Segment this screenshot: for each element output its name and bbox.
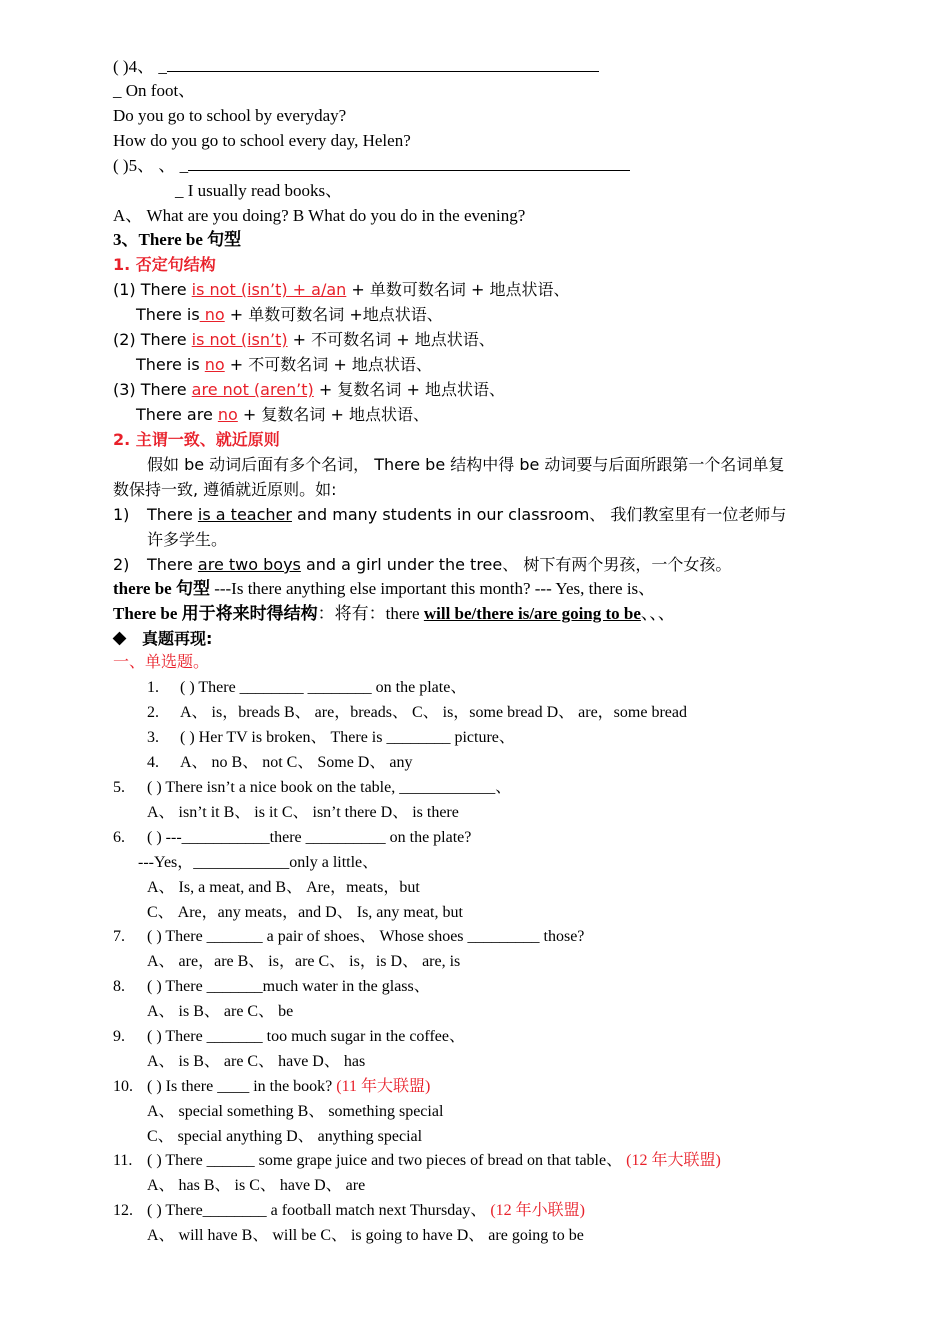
rule-text: There is bbox=[136, 355, 205, 374]
question-line bbox=[147, 776, 511, 800]
example-underlined: are two boys bbox=[197, 555, 301, 574]
question-text: A、 will have B、 will be C、 is going to have D、 are going to be bbox=[147, 1227, 584, 1244]
example-number: 2) bbox=[113, 555, 130, 574]
review-heading bbox=[113, 627, 212, 651]
question-text: ( ) There _______ a pair of shoes、 Whose shoes _________ those? bbox=[147, 928, 585, 945]
question-4-line bbox=[113, 55, 599, 79]
question-line bbox=[147, 1100, 443, 1124]
question-4-prefix: ( )4、 _ bbox=[113, 57, 167, 76]
question-line bbox=[147, 925, 584, 949]
question-number: 12. bbox=[113, 1202, 133, 1219]
question-line bbox=[147, 1125, 422, 1149]
question-line bbox=[147, 826, 471, 850]
pattern-text: ---Is there anything else important this month? --- Yes, there is、 bbox=[209, 579, 656, 598]
rule-text: (3) There bbox=[113, 380, 192, 399]
future-pattern-line bbox=[113, 602, 675, 626]
rule-text: + 复数名词 + 地点状语、 bbox=[313, 380, 505, 399]
question-number: 3. bbox=[147, 729, 159, 746]
question-text: A、 Is, a meat, and B、 Are，meats，but bbox=[147, 879, 420, 896]
paragraph-line: 假如 be 动词后面有多个名词， There be 结构中得 be 动词要与后面所跟第一个名词单复 bbox=[147, 455, 785, 474]
pattern-text: 、、、 bbox=[640, 604, 675, 623]
example-text: and many students in our classroom、 我们教室里有一位老师与 bbox=[291, 505, 787, 524]
question-number: 6. bbox=[113, 829, 125, 846]
question-5-line bbox=[113, 154, 630, 178]
question-5-prefix: ( )5、 、 _ bbox=[113, 156, 189, 175]
rule-text: There are bbox=[136, 405, 218, 424]
question-text: A、 has B、 is C、 have D、 are bbox=[147, 1177, 366, 1194]
question-text: ( ) There ______ some grape juice and two pieces of bread on that table、 bbox=[147, 1152, 627, 1169]
question-number: 4. bbox=[147, 754, 159, 771]
question-5-options: A、 What are you doing? B What do you do in the evening? bbox=[113, 206, 526, 225]
question-line bbox=[147, 1149, 721, 1173]
rule-highlight: are not (aren’t) bbox=[191, 380, 314, 399]
question-number: 11. bbox=[113, 1152, 133, 1169]
pattern-text: ：将有：there bbox=[317, 604, 424, 623]
answer-blank bbox=[167, 57, 599, 72]
rule-text: (1) There bbox=[113, 280, 192, 299]
example-line: 许多学生。 bbox=[147, 530, 228, 549]
question-line bbox=[180, 726, 515, 750]
question-4-option-b: How do you go to school every day, Helen? bbox=[113, 131, 411, 150]
rule-line bbox=[136, 403, 429, 427]
rule-line bbox=[136, 353, 432, 377]
example-line bbox=[113, 503, 786, 527]
question-number: 5. bbox=[113, 779, 125, 796]
rule-text: + 单数可数名词 +地点状语、 bbox=[224, 305, 443, 324]
question-line bbox=[147, 1174, 365, 1198]
question-line bbox=[147, 975, 430, 999]
rule-highlight: is not (isn’t) + a/an bbox=[191, 280, 347, 299]
question-text: ( ) There _______much water in the glass、 bbox=[147, 978, 430, 995]
question-text: A、 is B、 are C、 have D、 has bbox=[147, 1053, 366, 1070]
question-line bbox=[138, 851, 378, 875]
pattern-label: there be 句型 bbox=[113, 579, 210, 598]
rule-highlight: no bbox=[199, 305, 225, 324]
subsection-title: 2. 主谓一致、就近原则 bbox=[113, 430, 280, 449]
question-line bbox=[147, 876, 420, 900]
question-number: 10. bbox=[113, 1078, 133, 1095]
question-text: ( ) There _______ too much sugar in the coffee、 bbox=[147, 1028, 465, 1045]
rule-line bbox=[113, 278, 569, 302]
question-text: ( ) There isn’t a nice book on the table, ____________、 bbox=[147, 779, 512, 796]
rule-highlight: is not (isn’t) bbox=[191, 330, 288, 349]
rule-text: + 不可数名词 + 地点状语、 bbox=[287, 330, 495, 349]
example-text: There bbox=[147, 555, 198, 574]
question-number: 8. bbox=[113, 978, 125, 995]
source-tag: (11 年大联盟) bbox=[336, 1078, 431, 1095]
question-text: ---Yes，____________only a little、 bbox=[138, 854, 379, 871]
question-4-answer: _ On foot、 bbox=[113, 81, 196, 100]
question-4-option-a: Do you go to school by everyday? bbox=[113, 106, 347, 125]
question-line bbox=[147, 1050, 365, 1074]
source-tag: (12 年大联盟) bbox=[626, 1152, 721, 1169]
pattern-highlight: will be/there is/are going to be bbox=[423, 604, 641, 623]
question-text: A、 isn’t it B、 is it C、 isn’t there D、 is there bbox=[147, 804, 459, 821]
question-line bbox=[147, 1199, 585, 1223]
rule-line bbox=[136, 303, 443, 327]
rule-text: + 单数可数名词 + 地点状语、 bbox=[346, 280, 570, 299]
subsection-title: 1. 否定句结构 bbox=[113, 255, 216, 274]
rule-highlight: no bbox=[204, 355, 225, 374]
example-number: 1) bbox=[113, 505, 130, 524]
answer-blank bbox=[188, 156, 630, 171]
section-title: 3、There be 句型 bbox=[113, 230, 242, 249]
question-line bbox=[147, 1075, 430, 1099]
question-text: C、 special anything D、 anything special bbox=[147, 1128, 423, 1145]
rule-line bbox=[113, 378, 505, 402]
paragraph-line: 数保持一致, 遵循就近原则。如: bbox=[113, 480, 337, 499]
question-text: A、 no B、 not C、 Some D、 any bbox=[180, 754, 413, 771]
rule-text: (2) There bbox=[113, 330, 192, 349]
question-line bbox=[180, 701, 687, 725]
rule-text: There is bbox=[136, 305, 200, 324]
example-text: There bbox=[147, 505, 198, 524]
example-text: and a girl under the tree、 树下有两个男孩，一个女孩。 bbox=[300, 555, 732, 574]
example-line bbox=[113, 553, 731, 577]
rule-highlight: no bbox=[217, 405, 238, 424]
question-number: 2. bbox=[147, 704, 159, 721]
question-5-answer: _ I usually read books、 bbox=[175, 181, 343, 200]
question-text: A、 special something B、 something special bbox=[147, 1103, 444, 1120]
review-title: 真题再现: bbox=[142, 629, 213, 648]
question-line bbox=[147, 901, 463, 925]
question-number: 7. bbox=[113, 928, 125, 945]
question-text: A、 is B、 are C、 be bbox=[147, 1003, 294, 1020]
question-text: ( ) Her TV is broken、 There is ________ picture、 bbox=[180, 729, 515, 746]
question-text: C、 Are，any meats，and D、 Is, any meat, but bbox=[147, 904, 463, 921]
question-line bbox=[147, 950, 460, 974]
question-number: 1. bbox=[147, 679, 159, 696]
question-line bbox=[147, 1224, 584, 1248]
diamond-bullet-icon bbox=[113, 632, 127, 646]
question-number: 9. bbox=[113, 1028, 125, 1045]
source-tag: (12 年小联盟) bbox=[490, 1202, 585, 1219]
question-line bbox=[147, 1000, 293, 1024]
question-text: ( ) There________ a football match next Thursday、 bbox=[147, 1202, 491, 1219]
question-text: ( ) There ________ ________ on the plate、 bbox=[180, 679, 467, 696]
question-text: ( ) Is there ____ in the book? bbox=[147, 1078, 337, 1095]
question-text: A、 is，breads B、 are，breads、 C、 is，some bread D、 are，some bread bbox=[180, 704, 687, 721]
question-pattern-line bbox=[113, 577, 655, 601]
question-line bbox=[147, 801, 459, 825]
part-title: 一、单选题。 bbox=[113, 654, 210, 671]
question-text: A、 are，are B、 is，are C、 is，is D、 are, is bbox=[147, 953, 461, 970]
question-line bbox=[180, 751, 412, 775]
pattern-label: There be 用于将来时得结构 bbox=[113, 604, 318, 623]
rule-line bbox=[113, 328, 495, 352]
question-text: ( ) ---___________there __________ on the plate? bbox=[147, 829, 472, 846]
question-line bbox=[180, 676, 466, 700]
question-line bbox=[147, 1025, 465, 1049]
example-underlined: is a teacher bbox=[197, 505, 292, 524]
rule-text: + 复数名词 + 地点状语、 bbox=[237, 405, 429, 424]
rule-text: + 不可数名词 + 地点状语、 bbox=[224, 355, 432, 374]
